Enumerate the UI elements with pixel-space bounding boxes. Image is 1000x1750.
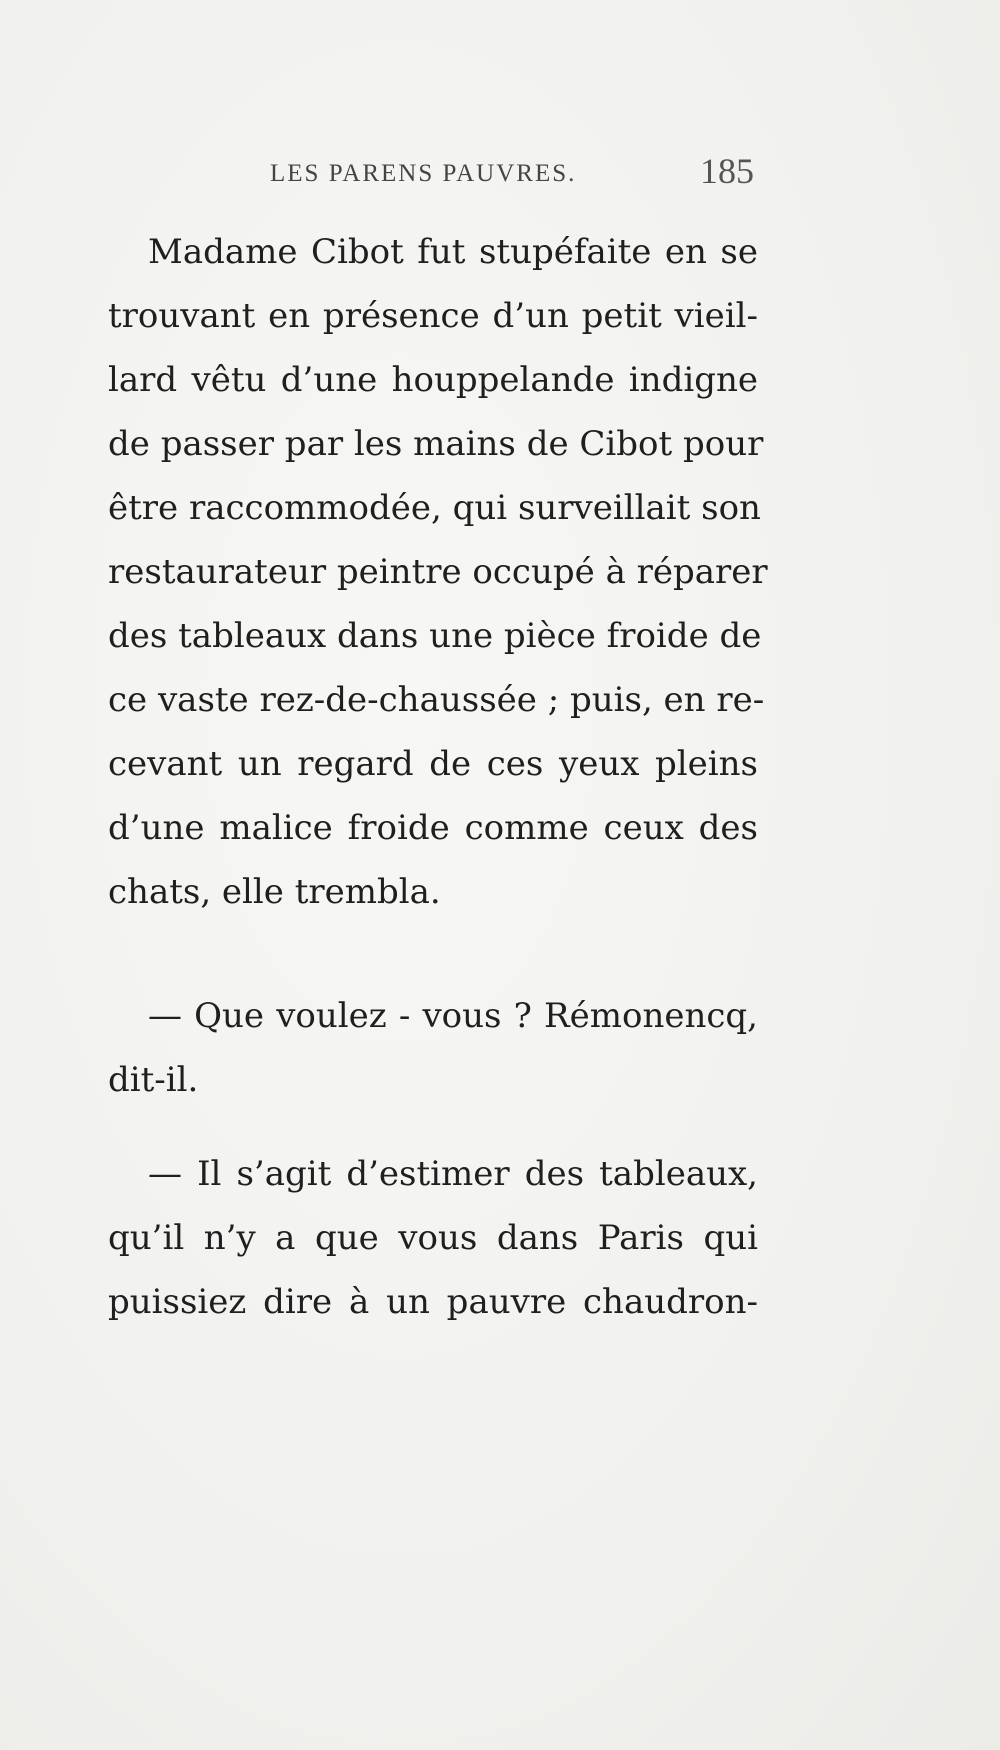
paragraph-gap [108,1112,758,1142]
text-line: être raccommodée, qui surveillait son [108,488,761,528]
text-line: Madame Cibot fut stupéfaite en se [148,232,758,272]
paragraph-gap [108,924,758,984]
text-line: — Il s’agit d’estimer des tableaux, [148,1154,758,1194]
text-line: trouvant en présence d’un petit vieil- [108,296,758,336]
text-line: d’une malice froide comme ceux des [108,808,758,848]
running-title: LES PARENS PAUVRES. [270,160,577,187]
paragraph-3 [108,1142,758,1334]
text-line: puissiez dire à un pauvre chaudron- [108,1282,758,1322]
text-line: des tableaux dans une pièce froide de [108,616,762,656]
text-line: chats, elle trembla. [108,872,441,912]
body-text [108,220,768,1334]
text-line: ce vaste rez-de-chaussée ; puis, en re- [108,680,765,720]
text-line: cevant un regard de ces yeux pleins [108,744,758,784]
page-number: 185 [700,151,754,191]
text-line: lard vêtu d’une houppelande indigne [108,360,758,400]
text-line: de passer par les mains de Cibot pour [108,424,764,464]
text-line: qu’il n’y a que vous dans Paris qui [108,1218,758,1258]
text-line: restaurateur peintre occupé à réparer [108,552,768,592]
text-line: dit-il. [108,1060,199,1100]
paragraph-1 [108,220,768,924]
text-line: — Que voulez - vous ? Rémonencq, [148,996,758,1036]
paragraph-2 [108,984,758,1112]
